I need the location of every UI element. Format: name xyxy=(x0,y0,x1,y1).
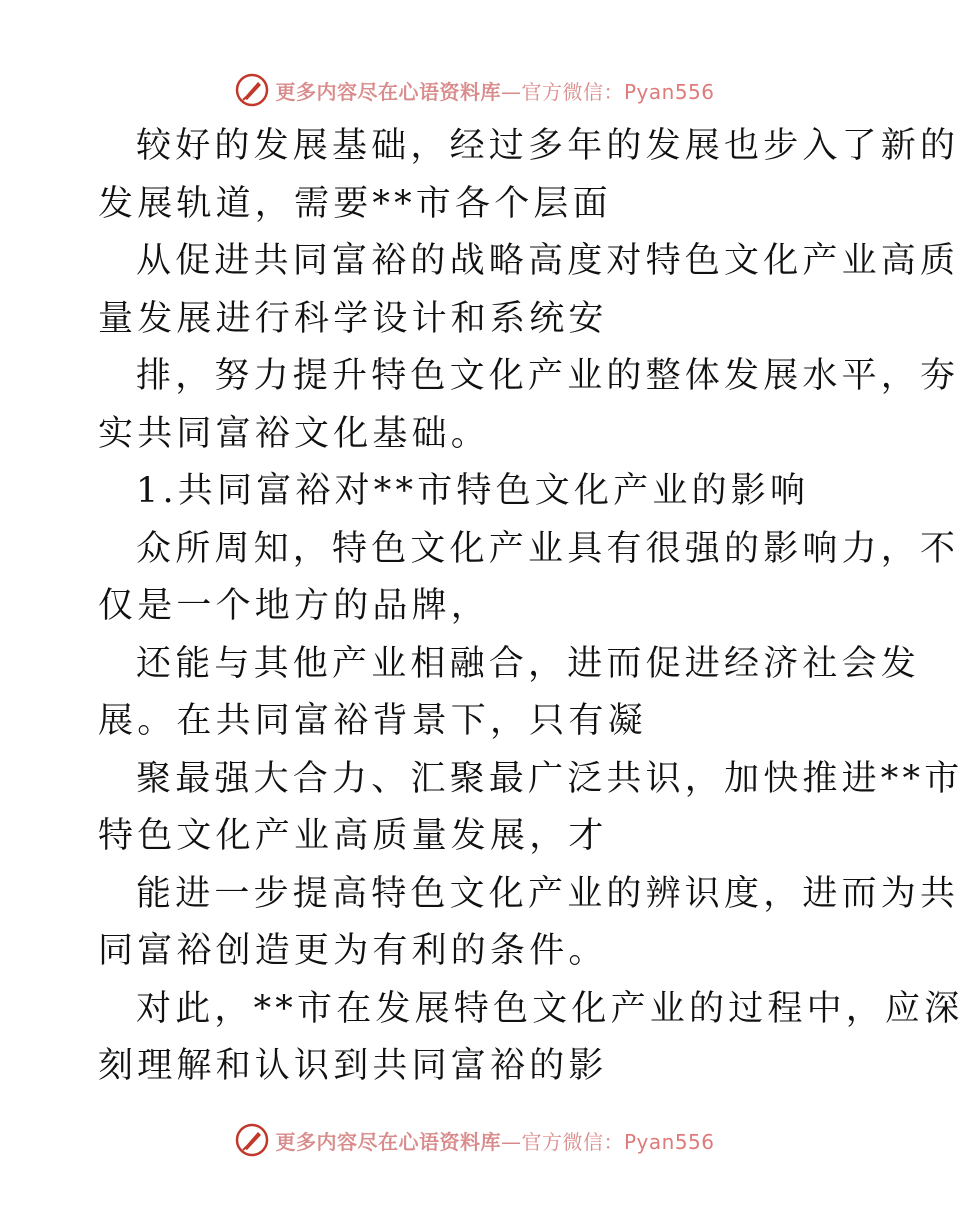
body-line: 较好的发展基础，经过多年的发展也步入了新的 xyxy=(136,126,960,166)
body-line: 量发展进行科学设计和系统安 xyxy=(98,298,608,339)
body-line: 聚最强大合力、汇聚最广泛共识，加快推进**市 xyxy=(136,758,963,799)
header-wechat-label: 官方微信： xyxy=(521,79,624,104)
body-line: 同富裕创造更为有利的条件。 xyxy=(98,931,608,971)
footer-wechat-id: Pyan556 xyxy=(623,1129,715,1154)
body-line: 发展轨道，需要**市各个层面 xyxy=(98,183,612,224)
body-line: 对此，**市在发展特色文化产业的过程中，应深 xyxy=(136,988,963,1029)
quill-logo-icon xyxy=(235,1123,269,1157)
body-line: 仅是一个地方的品牌， xyxy=(98,586,491,626)
header-banner xyxy=(0,70,950,110)
footer-brand: 更多内容尽在心语资料库 xyxy=(275,1129,501,1154)
document-body xyxy=(98,118,963,1096)
section-heading: 1.共同富裕对**市特色文化产业的影响 xyxy=(136,471,810,511)
header-brand: 更多内容尽在心语资料库 xyxy=(275,79,501,104)
header-banner-text xyxy=(275,76,714,105)
header-wechat-id: Pyan556 xyxy=(623,79,715,104)
footer-wechat-label: 官方微信： xyxy=(521,1129,624,1154)
body-line: 能进一步提高特色文化产业的辨识度，进而为共 xyxy=(136,873,960,914)
footer-banner-text xyxy=(275,1126,714,1155)
footer-separator: — xyxy=(500,1129,522,1154)
body-line: 特色文化产业高质量发展，才 xyxy=(98,816,608,856)
header-separator: — xyxy=(500,79,522,104)
body-line: 还能与其他产业相融合，进而促进经济社会发 xyxy=(136,643,921,684)
body-line: 展。在共同富裕背景下，只有凝 xyxy=(98,701,647,741)
body-line: 实共同富裕文化基础。 xyxy=(98,413,491,454)
footer-banner xyxy=(0,1120,950,1160)
body-line: 从促进共同富裕的战略高度对特色文化产业高质 xyxy=(136,241,960,281)
body-line: 排，努力提升特色文化产业的整体发展水平，夯 xyxy=(136,356,960,396)
body-line: 刻理解和认识到共同富裕的影 xyxy=(98,1046,608,1086)
body-line: 众所周知，特色文化产业具有很强的影响力，不 xyxy=(136,528,960,569)
quill-logo-icon xyxy=(235,73,269,107)
